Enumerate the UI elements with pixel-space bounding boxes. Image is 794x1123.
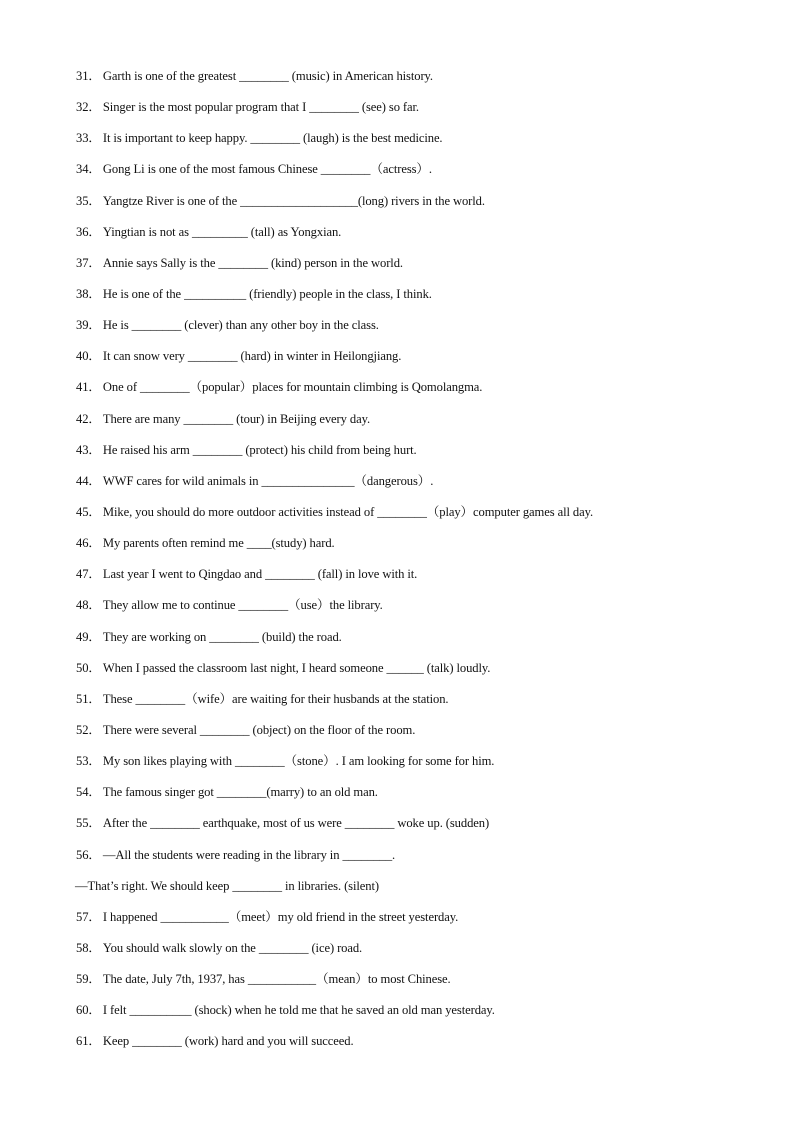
item-number: 47．	[76, 567, 101, 582]
item-number: 52．	[76, 722, 101, 737]
item-text: There were several ________ (object) on the floor of the room.	[102, 722, 416, 737]
item-text: They allow me to continue ________（use）the library.	[102, 598, 383, 613]
item-number: 59．	[76, 972, 101, 987]
item-text: Keep ________ (work) hard and you will succeed.	[102, 1034, 354, 1049]
item-text: After the ________ earthquake, most of us were ________ woke up. (sudden)	[102, 816, 490, 831]
item-number: 54．	[76, 785, 101, 800]
exercise-item	[76, 191, 766, 222]
exercise-item	[76, 253, 766, 284]
exercise-item	[76, 564, 766, 595]
item-number: 60．	[76, 1003, 101, 1018]
exercise-item	[76, 66, 766, 97]
exercise-item	[76, 159, 766, 190]
item-text: —That’s right. We should keep ________ in libraries. (silent)	[75, 878, 379, 893]
item-number: 46．	[76, 536, 101, 551]
exercise-item	[76, 689, 766, 720]
exercise-item	[76, 845, 766, 876]
item-text: Singer is the most popular program that I ________ (see) so far.	[102, 100, 419, 115]
item-number: 32．	[76, 100, 101, 115]
exercise-item	[76, 813, 766, 844]
item-text: There are many ________ (tour) in Beijing every day.	[102, 411, 370, 426]
item-text: My parents often remind me ____(study) hard.	[102, 536, 335, 551]
exercise-item	[76, 222, 766, 253]
item-number: 41．	[76, 380, 101, 395]
item-text: My son likes playing with ________（stone）. I am looking for some for him.	[102, 754, 495, 769]
item-text: The famous singer got ________(marry) to an old man.	[102, 785, 378, 800]
item-number: 35．	[76, 193, 101, 208]
item-text: I felt __________ (shock) when he told me that he saved an old man yesterday.	[102, 1003, 495, 1018]
exercise-item	[76, 284, 766, 315]
exercise-item	[76, 377, 766, 408]
exercise-item	[76, 595, 766, 626]
exercise-item	[76, 533, 766, 564]
exercise-item	[76, 502, 766, 533]
item-number: 57．	[76, 909, 101, 924]
item-text: They are working on ________ (build) the road.	[102, 629, 342, 644]
exercise-item	[76, 97, 766, 128]
item-text: When I passed the classroom last night, I heard someone ______ (talk) loudly.	[102, 660, 491, 675]
exercise-item	[76, 1031, 766, 1062]
item-number: 33．	[76, 131, 101, 146]
item-number: 56．	[76, 847, 101, 862]
item-text: These ________（wife）are waiting for their husbands at the station.	[102, 691, 449, 706]
item-text: Garth is one of the greatest ________ (music) in American history.	[102, 69, 433, 83]
exercise-list	[76, 66, 766, 1063]
item-text: Last year I went to Qingdao and ________ (fall) in love with it.	[102, 567, 418, 582]
item-number: 31．	[76, 69, 101, 83]
item-number: 55．	[76, 816, 101, 831]
item-text: WWF cares for wild animals in _______________（dangerous）.	[102, 473, 434, 488]
item-text: He is one of the __________ (friendly) people in the class, I think.	[102, 286, 432, 301]
exercise-item	[76, 969, 766, 1000]
item-text: The date, July 7th, 1937, has ___________（mean）to most Chinese.	[102, 972, 451, 987]
item-number: 61．	[76, 1034, 101, 1049]
exercise-item	[76, 1000, 766, 1031]
exercise-item	[76, 907, 766, 938]
item-text: He raised his arm ________ (protect) his child from being hurt.	[102, 442, 417, 457]
exercise-item	[76, 315, 766, 346]
exercise-item	[76, 658, 766, 689]
item-number: 50．	[76, 660, 101, 675]
exercise-item	[76, 440, 766, 471]
exercise-item	[76, 471, 766, 502]
item-text: He is ________ (clever) than any other boy in the class.	[102, 318, 379, 333]
exercise-item	[76, 627, 766, 658]
item-number: 40．	[76, 349, 101, 364]
item-text: One of ________（popular）places for mountain climbing is Qomolangma.	[102, 380, 483, 395]
item-text: It is important to keep happy. ________ (laugh) is the best medicine.	[102, 131, 443, 146]
exercise-item	[76, 720, 766, 751]
item-number: 48．	[76, 598, 101, 613]
item-number: 53．	[76, 754, 101, 769]
exercise-item	[76, 782, 766, 813]
item-number: 34．	[76, 162, 101, 177]
item-text: Annie says Sally is the ________ (kind) person in the world.	[102, 255, 403, 270]
item-number: 45．	[76, 504, 101, 519]
item-number: 36．	[76, 224, 101, 239]
exercise-item	[76, 751, 766, 782]
item-number: 51．	[76, 691, 101, 706]
item-number: 49．	[76, 629, 101, 644]
item-text: I happened ___________（meet）my old friend in the street yesterday.	[102, 909, 459, 924]
exercise-item	[76, 409, 766, 440]
item-text: It can snow very ________ (hard) in winter in Heilongjiang.	[102, 349, 402, 364]
item-number: 38．	[76, 286, 101, 301]
exercise-item	[76, 938, 766, 969]
item-text: Gong Li is one of the most famous Chinese ________（actress）.	[102, 162, 432, 177]
item-number: 43．	[76, 442, 101, 457]
exercise-item	[76, 128, 766, 159]
exercise-item	[76, 346, 766, 377]
exercise-item-continuation	[75, 876, 766, 907]
item-number: 37．	[76, 255, 101, 270]
item-text: Yangtze River is one of the ___________________(long) rivers in the world.	[102, 193, 485, 208]
item-number: 58．	[76, 940, 101, 955]
item-text: Yingtian is not as _________ (tall) as Yongxian.	[102, 224, 342, 239]
item-number: 39．	[76, 318, 101, 333]
item-text: —All the students were reading in the library in ________.	[102, 847, 396, 862]
item-text: Mike, you should do more outdoor activities instead of ________（play）computer games all day.	[102, 504, 594, 519]
item-text: You should walk slowly on the ________ (ice) road.	[102, 940, 363, 955]
item-number: 42．	[76, 411, 101, 426]
item-number: 44．	[76, 473, 101, 488]
